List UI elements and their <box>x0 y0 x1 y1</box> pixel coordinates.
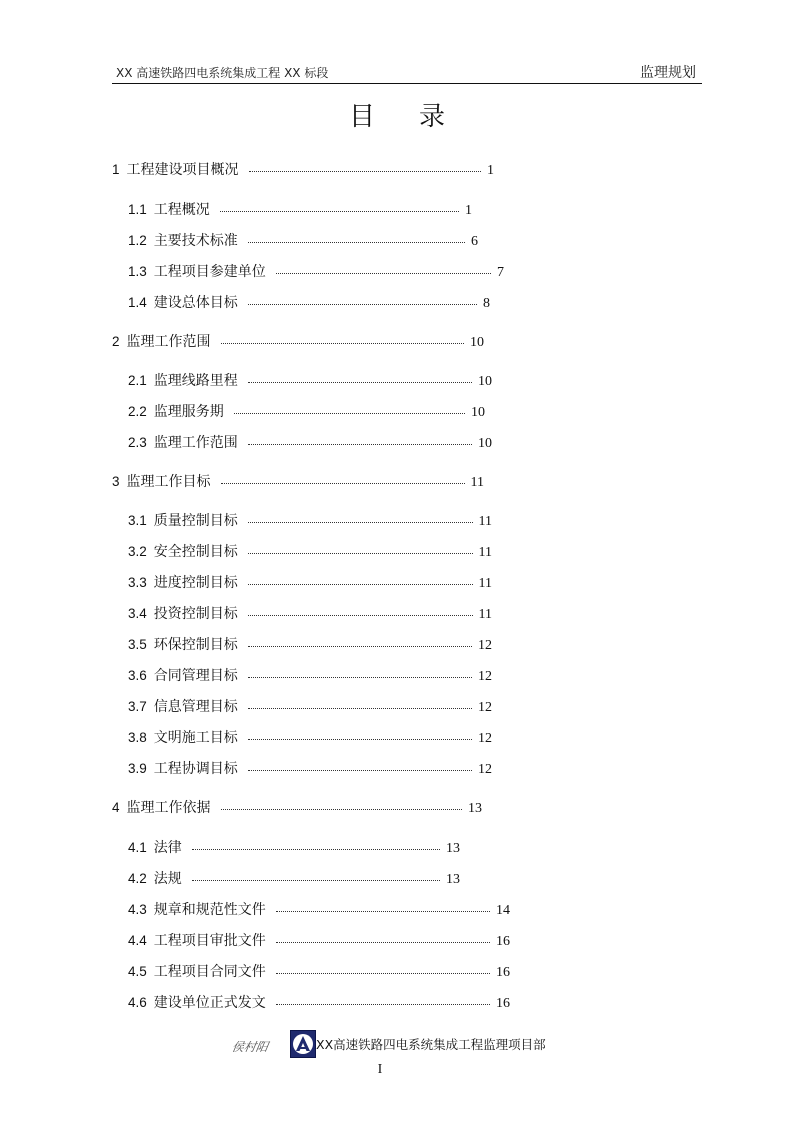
page-title: 目录 <box>348 102 489 132</box>
toc-entry-page: 13 <box>446 841 460 856</box>
toc-entry[interactable] <box>128 635 492 653</box>
toc-entry-number: 1 <box>112 162 120 177</box>
toc-entry-page: 12 <box>478 700 492 715</box>
toc-entry-number: 4 <box>112 800 120 815</box>
toc-entry-title: 合同管理目标 <box>153 668 238 684</box>
toc-entry-number: 3.7 <box>128 699 147 714</box>
page-footer <box>232 1030 572 1064</box>
toc-entry-title: 工程协调目标 <box>153 761 238 777</box>
toc-entry-number: 3.6 <box>128 668 147 683</box>
toc-entry[interactable] <box>128 573 492 591</box>
toc-entry[interactable] <box>128 231 478 249</box>
toc-entry-title: 工程建设项目概况 <box>126 162 239 178</box>
toc-entry[interactable] <box>128 542 492 560</box>
toc-entry-number: 3.4 <box>128 606 147 621</box>
toc-entry-page: 12 <box>478 762 492 777</box>
toc-entry[interactable] <box>112 798 482 816</box>
toc-entry-page: 10 <box>470 335 484 350</box>
toc-entry[interactable] <box>128 728 492 746</box>
toc-entry-title: 信息管理目标 <box>153 699 238 715</box>
toc-entry-page: 11 <box>478 545 492 560</box>
toc-entry-title: 监理线路里程 <box>153 373 238 389</box>
toc-dot-leader <box>221 332 464 346</box>
toc-entry[interactable] <box>112 332 484 350</box>
toc-dot-leader <box>248 728 472 742</box>
toc-entry-number: 4.5 <box>128 964 147 979</box>
toc-entry-number: 4.3 <box>128 902 147 917</box>
toc-entry-page: 12 <box>478 669 492 684</box>
toc-entry-number: 2.3 <box>128 435 147 450</box>
toc-entry-number: 3.1 <box>128 513 147 528</box>
toc-entry-title: 安全控制目标 <box>153 544 238 560</box>
toc-dot-leader <box>276 962 490 976</box>
toc-entry-number: 1.1 <box>128 202 147 217</box>
toc-entry[interactable] <box>128 962 510 980</box>
toc-entry-page: 12 <box>478 731 492 746</box>
toc-entry-page: 8 <box>483 296 490 311</box>
toc-entry-number: 3.8 <box>128 730 147 745</box>
toc-entry[interactable] <box>128 666 492 684</box>
toc-entry-title: 工程概况 <box>153 202 210 218</box>
toc-entry-number: 4.4 <box>128 933 147 948</box>
toc-entry-page: 1 <box>465 203 472 218</box>
header-project-name: XX 高速铁路四电系统集成工程 XX 标段 <box>116 66 329 80</box>
toc-entry-number: 3.2 <box>128 544 147 559</box>
toc-dot-leader <box>248 542 473 556</box>
toc-dot-leader <box>221 472 465 486</box>
toc-entry[interactable] <box>128 931 510 949</box>
toc-entry-title: 监理工作依据 <box>126 800 211 816</box>
toc-entry-number: 2 <box>112 334 120 349</box>
toc-dot-leader <box>248 371 472 385</box>
toc-entry-page: 14 <box>496 903 510 918</box>
toc-entry[interactable] <box>128 838 460 856</box>
toc-entry-page: 6 <box>471 234 478 249</box>
toc-entry-number: 4.2 <box>128 871 147 886</box>
toc-entry-number: 3.3 <box>128 575 147 590</box>
toc-entry-title: 法律 <box>153 840 182 856</box>
toc-entry-number: 1.2 <box>128 233 147 248</box>
toc-entry-title: 进度控制目标 <box>153 575 238 591</box>
toc-dot-leader <box>248 759 472 773</box>
toc-entry[interactable] <box>128 371 492 389</box>
toc-dot-leader <box>248 293 477 307</box>
toc-entry[interactable] <box>128 604 492 622</box>
toc-dot-leader <box>192 869 440 883</box>
toc-entry-number: 2.1 <box>128 373 147 388</box>
page-number: I <box>377 1062 383 1077</box>
toc-entry-page: 13 <box>446 872 460 887</box>
toc-entry-page: 10 <box>478 436 492 451</box>
toc-entry-title: 监理工作范围 <box>126 334 211 350</box>
toc-dot-leader <box>248 511 473 525</box>
toc-entry-title: 建设总体目标 <box>153 295 238 311</box>
header-doc-type: 监理规划 <box>640 65 696 81</box>
toc-entry-title: 投资控制目标 <box>153 606 238 622</box>
toc-entry-page: 10 <box>478 374 492 389</box>
toc-entry-page: 7 <box>497 265 504 280</box>
toc-entry-number: 1.3 <box>128 264 147 279</box>
toc-entry-title: 质量控制目标 <box>153 513 238 529</box>
toc-dot-leader <box>248 666 472 680</box>
toc-dot-leader <box>276 262 491 276</box>
toc-entry[interactable] <box>128 293 490 311</box>
toc-entry-title: 工程项目合同文件 <box>153 964 266 980</box>
toc-entry-page: 16 <box>496 965 510 980</box>
toc-entry[interactable] <box>128 433 492 451</box>
toc-dot-leader <box>276 931 490 945</box>
toc-entry-page: 16 <box>496 934 510 949</box>
toc-entry-page: 1 <box>487 163 494 178</box>
toc-dot-leader <box>248 573 473 587</box>
toc-entry[interactable] <box>128 993 510 1011</box>
toc-entry-title: 建设单位正式发文 <box>153 995 266 1011</box>
signature-logo: 侯村阳 <box>230 1040 270 1054</box>
toc-entry-page: 11 <box>478 607 492 622</box>
company-logo-icon <box>290 1030 316 1058</box>
toc-dot-leader <box>234 402 465 416</box>
toc-dot-leader <box>248 697 472 711</box>
toc-entry-number: 2.2 <box>128 404 147 419</box>
toc-entry-title: 环保控制目标 <box>153 637 238 653</box>
toc-entry[interactable] <box>128 262 504 280</box>
toc-entry-page: 11 <box>478 514 492 529</box>
toc-dot-leader <box>248 433 472 447</box>
toc-entry[interactable] <box>128 402 485 420</box>
toc-dot-leader <box>248 231 465 245</box>
toc-entry-number: 3.5 <box>128 637 147 652</box>
toc-entry-title: 法规 <box>153 871 182 887</box>
toc-entry-number: 4.1 <box>128 840 147 855</box>
toc-entry-number: 3.9 <box>128 761 147 776</box>
toc-entry-title: 监理工作范围 <box>153 435 238 451</box>
toc-entry-number: 1.4 <box>128 295 147 310</box>
toc-entry-page: 11 <box>470 475 484 490</box>
toc-entry[interactable] <box>128 869 460 887</box>
toc-dot-leader <box>192 838 440 852</box>
toc-entry-title: 主要技术标准 <box>153 233 238 249</box>
toc-dot-leader <box>276 993 490 1007</box>
toc-entry[interactable] <box>128 900 510 918</box>
toc-entry[interactable] <box>112 160 494 178</box>
toc-entry-page: 10 <box>471 405 485 420</box>
toc-entry-title: 文明施工目标 <box>153 730 238 746</box>
toc-dot-leader <box>276 900 490 914</box>
toc-dot-leader <box>248 604 473 618</box>
footer-org-name: XX高速铁路四电系统集成工程监理项目部 <box>316 1037 546 1052</box>
toc-entry-page: 12 <box>478 638 492 653</box>
toc-entry-page: 11 <box>478 576 492 591</box>
toc-dot-leader <box>220 200 459 214</box>
toc-entry-title: 规章和规范性文件 <box>153 902 266 918</box>
toc-entry[interactable] <box>128 759 492 777</box>
toc-entry[interactable] <box>128 200 472 218</box>
toc-entry-title: 工程项目参建单位 <box>153 264 266 280</box>
toc-entry[interactable] <box>128 697 492 715</box>
toc-dot-leader <box>221 798 462 812</box>
toc-entry[interactable] <box>112 472 484 490</box>
toc-entry-number: 3 <box>112 474 120 489</box>
toc-entry-page: 16 <box>496 996 510 1011</box>
toc-dot-leader <box>249 160 481 174</box>
toc-entry-title: 监理工作目标 <box>126 474 211 490</box>
toc-entry-number: 4.6 <box>128 995 147 1010</box>
toc-entry-page: 13 <box>468 801 482 816</box>
toc-entry-title: 监理服务期 <box>153 404 224 420</box>
toc-dot-leader <box>248 635 472 649</box>
toc-entry-title: 工程项目审批文件 <box>153 933 266 949</box>
toc-entry[interactable] <box>128 511 492 529</box>
